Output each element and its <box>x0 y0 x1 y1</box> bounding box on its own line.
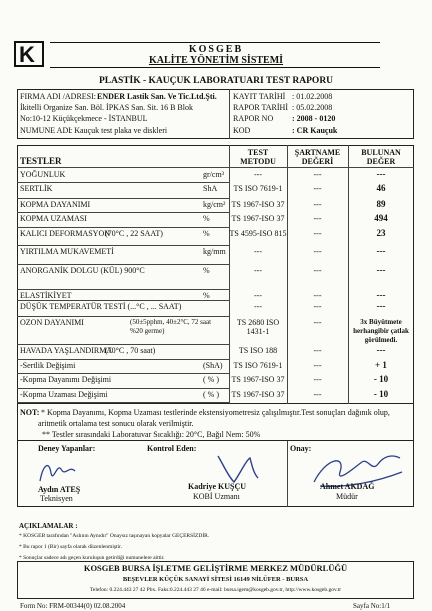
test-condition: (70°C , 22 SAAT) <box>105 229 163 238</box>
test-unit: % <box>203 229 210 238</box>
header-row-rule <box>17 167 414 168</box>
report-no-label: RAPOR NO <box>233 114 274 123</box>
col-header-tests: TESTLER <box>20 156 62 166</box>
quality-system: KALİTE YÖNETİM SİSTEMİ <box>148 55 284 66</box>
spec-value: --- <box>313 291 322 300</box>
test-method: TS 1967-ISO 37 <box>231 390 285 399</box>
form-number: Form No: FRM-00344(0) 02.08.2004 <box>20 602 126 610</box>
row-underline <box>17 264 229 265</box>
row-underline <box>17 182 229 183</box>
test-name: -Kopma Uzaması Değişimi <box>20 390 108 399</box>
row-underline <box>17 359 229 360</box>
test-unit: ShA <box>203 184 218 193</box>
spec-value: --- <box>313 266 322 275</box>
explanation-3: * Sonuçlar sadece adı geçen kuruluşun getirdiği numunelere aittir. <box>19 555 165 561</box>
result-value: 89 <box>376 199 386 209</box>
test-method: --- <box>254 170 262 179</box>
test-name: DÜŞÜK TEMPERATÜR TESTİ (...°C , ... SAAT) <box>20 302 182 311</box>
test-name: -Sertlik Değişimi <box>20 361 76 370</box>
col-header-method-2: METODU <box>240 157 276 166</box>
row-underline <box>17 373 229 374</box>
row-underline <box>17 316 229 317</box>
test-unit: % <box>203 266 210 275</box>
note-line-3: ** Testler sırasındaki Laboratuvar Sıcaklığı: 20°C, Bağıl Nem: 50% <box>42 430 261 439</box>
report-no: : 2008 - 0120 <box>292 114 336 123</box>
test-name: ANORGANİK DOLGU (KÜL) 900°C <box>20 266 145 275</box>
explanations-label: AÇIKLAMALAR : <box>19 522 78 530</box>
test-name: ELASTİKİYET <box>20 291 72 300</box>
row-underline <box>17 245 229 246</box>
col-header-result-1: BULUNAN <box>361 148 401 157</box>
col-header-method-1: TEST <box>247 148 269 157</box>
firm-name: ENDER Lastik San. Ve Tic.Ltd.Şti. <box>97 92 217 101</box>
checked-label: Kontrol Eden: <box>147 444 197 453</box>
sample-label: NUMUNE ADI <box>20 126 71 135</box>
test-name: -Kopma Dayanımı Değişimi <box>20 375 112 384</box>
row-underline <box>17 227 229 228</box>
col-header-spec-2: DEĞERİ <box>301 157 334 166</box>
firm-address-2: No:10-12 Küçükçekmece - İSTANBUL <box>20 114 148 123</box>
logo-letter: K <box>19 42 35 67</box>
row-underline <box>17 289 229 290</box>
sample-value: : Kauçuk test plaka ve diskleri <box>70 126 168 135</box>
col-header-spec-1: ŞARTNAME <box>294 148 341 157</box>
result-value: - 10 <box>373 374 389 384</box>
note-line-1: * Kopma Dayanımı, Kopma Uzaması testlerinde ekstensiyometresiz çalışılmıştır.Test sonuçları dağınık olup, <box>41 408 390 417</box>
test-method: --- <box>254 247 262 256</box>
col-header-result-2: DEĞER <box>366 157 396 166</box>
spec-value: --- <box>313 170 322 179</box>
note-line-2: aritmetik ortalama test sonucu olarak verilmiştir. <box>38 419 194 428</box>
record-date: : 01.02.2008 <box>292 92 333 101</box>
spec-value: --- <box>313 390 322 399</box>
prepared-title: Teknisyen <box>40 494 73 503</box>
result-value: 23 <box>376 228 386 238</box>
firm-address-1: İkitelli Organize San. Böl. İPKAS San. Sit. 16 B Blok <box>20 103 193 112</box>
test-unit: kg/mm <box>203 247 226 256</box>
test-name: OZON DAYANIMI <box>20 318 84 327</box>
code-label: KOD <box>233 126 251 135</box>
code-value: : CR Kauçuk <box>292 126 338 135</box>
test-method: --- <box>254 291 262 300</box>
row-underline <box>17 402 229 403</box>
result-value: --- <box>376 345 386 355</box>
test-name: KALICI DEFORMASYON <box>20 229 111 238</box>
test-method: TS ISO 7619-1 <box>233 361 283 370</box>
test-unit: % <box>203 291 210 300</box>
info-divider <box>229 89 230 139</box>
result-value: + 1 <box>375 360 387 370</box>
result-value: 3x Büyütmete herhangibir çatlak görülmedi. <box>353 318 409 344</box>
org-name: KOSGEB <box>188 44 244 55</box>
explanation-1: * KOSGEB tarafından "Aslının Aynıdır" Onaysız taşınayan kopyalar GEÇERSİZDİR. <box>19 533 210 539</box>
test-unit: ( % ) <box>203 390 219 399</box>
spec-value: --- <box>313 184 322 193</box>
test-name: YIRTILMA MUKAVEMETİ <box>20 247 114 256</box>
spec-value: --- <box>313 247 322 256</box>
report-title: PLASTİK - KAUÇUK LABORATUARI TEST RAPORU <box>98 76 334 86</box>
test-name: KOPMA UZAMASI <box>20 214 87 223</box>
test-condition: (70°C , 70 saat) <box>105 346 156 355</box>
test-unit: % <box>203 214 210 223</box>
test-unit: gr/cm³ <box>203 170 225 179</box>
row-underline <box>17 198 229 199</box>
spec-value: --- <box>313 229 322 238</box>
row-underline <box>17 344 229 345</box>
row-underline <box>17 300 229 301</box>
test-method: TS 4595-ISO 815 <box>229 229 287 238</box>
test-name: SERTLİK <box>20 184 53 193</box>
test-method: TS ISO 188 <box>238 346 278 355</box>
result-value: --- <box>376 246 386 256</box>
approved-name: Ahmet AKDAĞ <box>320 482 375 491</box>
test-name: KOPMA DAYANIMI <box>20 200 91 209</box>
checked-signature <box>214 452 264 486</box>
spec-value: --- <box>313 318 322 327</box>
test-method: --- <box>254 302 262 311</box>
test-condition: (50±5pphm, 40±2°C, 72 saat %20 germe) <box>130 318 212 335</box>
test-unit: (ShA) <box>203 361 223 370</box>
prepared-name: Aydın ATEŞ <box>38 485 81 494</box>
result-value: --- <box>376 290 386 300</box>
checked-name: Kadriye KUŞÇU <box>188 482 246 491</box>
firm-label: FIRMA ADI /ADRESI: <box>20 92 97 101</box>
row-underline <box>17 388 229 389</box>
spec-value: --- <box>313 361 322 370</box>
result-value: 46 <box>376 183 386 193</box>
prepared-signature <box>35 455 85 487</box>
page-number: Sayfa No:1/1 <box>353 602 391 610</box>
center-contact: Telefon: 0.224.443 27 42 Pbx. Faks:0.224.443 27 46 e-mail: bursa.igem@kosgeb.gov.tr, http://www.kosgeb.gov.tr <box>89 587 342 593</box>
checked-title: KOBİ Uzmanı <box>193 492 240 501</box>
approved-title: Müdür <box>336 492 358 501</box>
result-value: --- <box>376 169 386 179</box>
test-name: YOĞUNLUK <box>20 170 66 179</box>
test-unit: ( % ) <box>203 375 219 384</box>
header-rule-top <box>50 42 380 43</box>
report-date: : 05.02.2008 <box>292 103 333 112</box>
spec-value: --- <box>313 214 322 223</box>
prepared-label: Deney Yapanlar: <box>38 444 96 453</box>
header-rule-bottom <box>50 67 380 68</box>
spec-value: --- <box>313 302 322 311</box>
spec-value: --- <box>313 200 322 209</box>
test-method: TS 2680 ISO 1431-1 <box>236 318 280 336</box>
result-value: --- <box>376 265 386 275</box>
center-address: BEŞEVLER KÜÇÜK SANAYİ SİTESİ 16149 NİLÜFER - BURSA <box>122 576 309 583</box>
test-unit: kg/cm² <box>203 200 226 209</box>
test-method: TS 1967-ISO 37 <box>231 200 285 209</box>
spec-value: --- <box>313 346 322 355</box>
result-value: - 10 <box>373 389 389 399</box>
test-method: TS ISO 7619-1 <box>233 184 283 193</box>
test-name: HAVADA YAŞLANDIRMA <box>20 346 113 355</box>
record-date-label: KAYIT TARİHİ <box>233 92 286 101</box>
note-label: NOT: <box>20 408 40 417</box>
explanation-2: * Bu rapor 1 (Bir) sayfa olarak düzenlenmiştir. <box>19 544 122 550</box>
test-method: --- <box>254 266 262 275</box>
test-method: TS 1967-ISO 37 <box>231 375 285 384</box>
result-value: --- <box>376 301 386 311</box>
signature-divider <box>287 441 288 507</box>
center-name: KOSGEB BURSA İŞLETME GELİŞTİRME MERKEZ MÜDÜRLÜĞÜ <box>83 563 348 573</box>
report-date-label: RAPOR TARİHİ <box>233 103 288 112</box>
result-value: 494 <box>374 213 388 223</box>
spec-value: --- <box>313 375 322 384</box>
test-method: TS 1967-ISO 37 <box>231 214 285 223</box>
row-underline <box>17 212 229 213</box>
approved-label: Onay: <box>290 444 312 453</box>
